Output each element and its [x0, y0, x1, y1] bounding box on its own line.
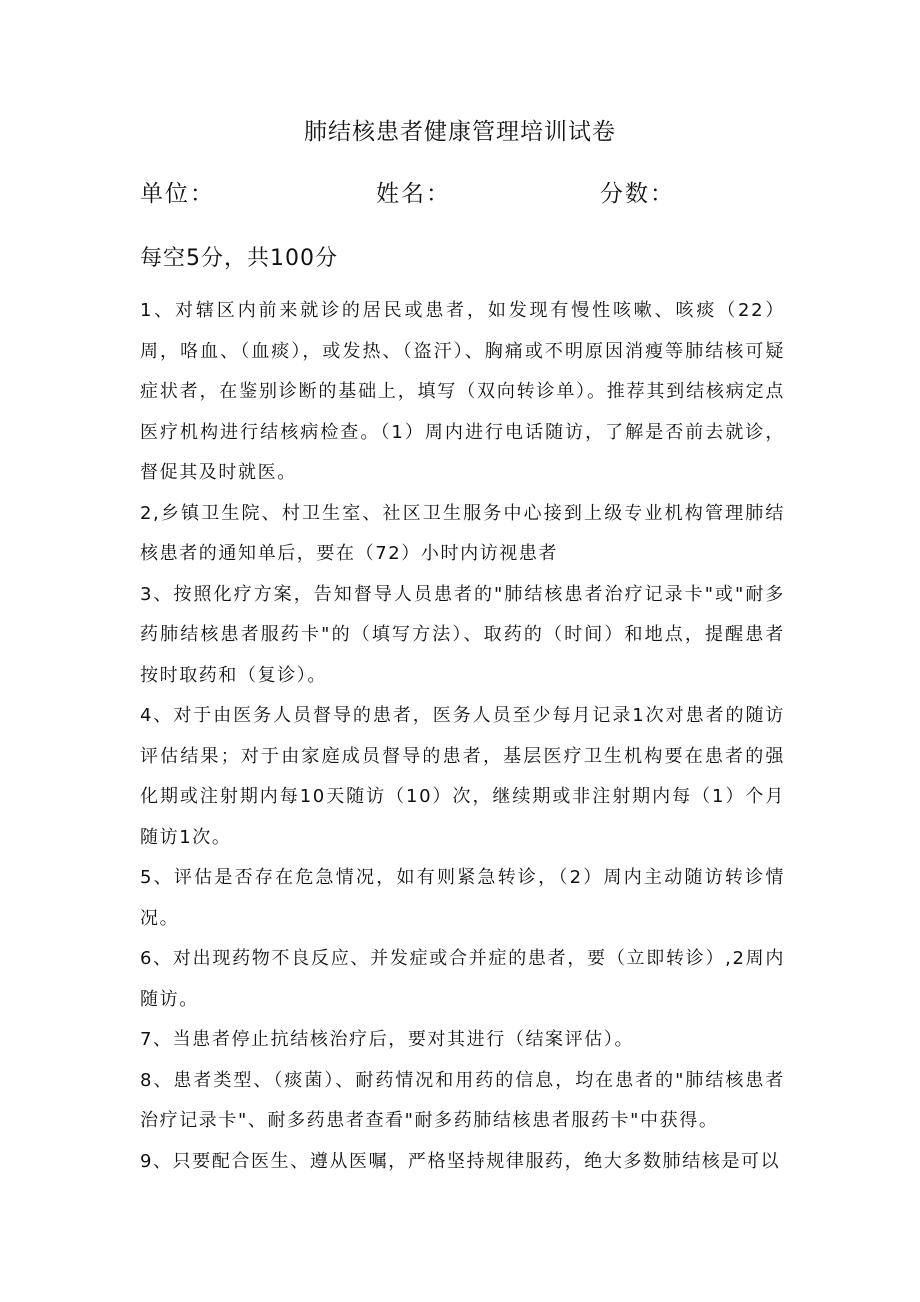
- score-label: 分数：: [600, 181, 675, 207]
- question-5: 5、评估是否存在危急情况，如有则紧急转诊，（2）周内主动随访转诊情况。: [140, 867, 785, 929]
- question-3: 3、按照化疗方案，告知督导人员患者的"肺结核患者治疗记录卡"或"耐多药肺结核患者服药卡"的（填写方法）、取药的（时间）和地点，提醒患者按时取药和（复诊）。: [140, 583, 785, 686]
- scoring-note: 每空5分，共100分: [140, 246, 338, 271]
- question-6: 6、对出现药物不良反应、并发症或合并症的患者，要（立即转诊）,2周内随访。: [140, 948, 785, 1010]
- unit-label: 单位：: [140, 181, 215, 207]
- question-8: 8、患者类型、（痰菌）、耐药情况和用药的信息，均在患者的"肺结核患者治疗记录卡"、耐多药患者查看"耐多药肺结核患者服药卡"中获得。: [140, 1069, 785, 1131]
- question-list: [140, 291, 785, 1182]
- question-2: 2,乡镇卫生院、村卫生室、社区卫生服务中心接到上级专业机构管理肺结核患者的通知单后，要在（72）小时内访视患者: [140, 502, 785, 564]
- question-9: 9、只要配合医生、遵从医嘱，严格坚持规律服药，绝大多数肺结核是可以: [140, 1150, 781, 1172]
- question-4: 4、对于由医务人员督导的患者，医务人员至少每月记录1次对患者的随访评估结果；对于由家庭成员督导的患者，基层医疗卫生机构要在患者的强化期或注射期内每10天随访（10）次，继续期或非注射期内每（1）个月随访1次。: [140, 705, 785, 848]
- question-1: 1、对辖区内前来就诊的居民或患者，如发现有慢性咳嗽、咳痰（22）周，咯血、（血痰），或发热、（盗汗）、胸痛或不明原因消瘦等肺结核可疑症状者，在鉴别诊断的基础上，填写（双向转诊单）。推荐其到结核病定点医疗机构进行结核病检查。（1）周内进行电话随访，了解是否前去就诊，督促其及时就医。: [140, 300, 785, 483]
- question-7: 7、当患者停止抗结核治疗后，要对其进行（结案评估）。: [140, 1029, 635, 1050]
- name-label: 姓名：: [376, 181, 451, 207]
- document-title: 肺结核患者健康管理培训试卷: [304, 119, 616, 145]
